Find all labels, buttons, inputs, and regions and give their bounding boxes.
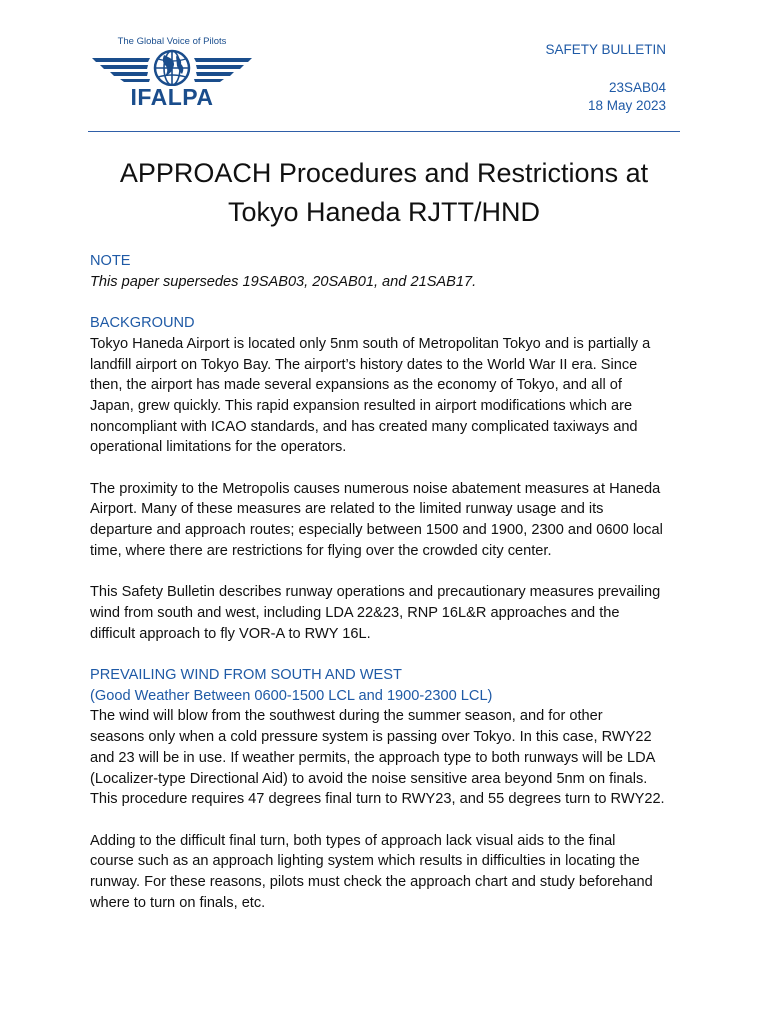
- document-number: 23SAB04: [608, 80, 666, 95]
- text-line: Japan, grew quickly. This rapid expansion resulted in airport modifications which are: [90, 397, 633, 414]
- text-line: Airport. Many of these measures are related to the limited runway usage and its: [90, 501, 604, 518]
- text-line: wind from south and west, including LDA 22&23, RNP 16L&R approaches and the: [90, 604, 620, 621]
- text-line: then, the airport has made several expansions as the economy of Tokyo, and all of: [90, 377, 622, 394]
- text-line: difficult approach to fly VOR-A to RWY 16L.: [90, 625, 371, 642]
- prevailing-paragraph-2: [90, 831, 690, 914]
- title-line-1: APPROACH Procedures and Restrictions at: [119, 158, 649, 188]
- text-line: (Localizer-type Directional Aid) to avoid the noise sensitive area beyond 5nm on finals.: [90, 770, 648, 787]
- title-line-2: Tokyo Haneda RJTT/HND: [227, 197, 541, 227]
- background-paragraph-3: [90, 582, 690, 644]
- document-date: 18 May 2023: [587, 98, 666, 113]
- document-type: SAFETY BULLETIN: [545, 42, 666, 57]
- note-heading: NOTE: [90, 253, 131, 269]
- text-line: course such as an approach lighting system which results in difficulties in locating the: [90, 853, 640, 870]
- text-line: operational limitations for the operators.: [90, 439, 347, 456]
- header-divider: [88, 131, 680, 132]
- text-line: where to turn on finals, etc.: [90, 894, 266, 911]
- document-title: [60, 154, 708, 232]
- text-line: landfill airport on Tokyo Bay. The airport’s history dates to the World War II era. Since: [90, 356, 638, 373]
- text-line: This procedure requires 47 degrees final turn to RWY23, and 55 degrees turn to RWY22.: [90, 791, 665, 808]
- document-body: [90, 251, 690, 913]
- text-line: time, where there are restrictions for flying over the crowded city center.: [90, 542, 552, 559]
- logo-tagline: The Global Voice of Pilots: [117, 36, 227, 47]
- logo-wordmark: IFALPA: [130, 84, 214, 110]
- prevailing-wind-subheading: (Good Weather Between 0600-1500 LCL and 1900-2300 LCL): [90, 687, 493, 704]
- background-paragraph-1: [90, 334, 690, 458]
- ifalpa-logo: [88, 34, 256, 112]
- text-line: Adding to the difficult final turn, both types of approach lack visual aids to the final: [90, 832, 616, 849]
- text-line: Tokyo Haneda Airport is located only 5nm south of Metropolitan Tokyo and is partially a: [90, 335, 651, 352]
- text-line: The wind will blow from the southwest during the summer season, and for other: [90, 708, 603, 725]
- bulletin-info: [545, 41, 666, 115]
- text-line: and 23 will be in use. If weather permits, the approach type to both runways will be LDA: [90, 749, 656, 766]
- prevailing-paragraph-1: [90, 706, 690, 810]
- note-text: This paper supersedes 19SAB03, 20SAB01, and 21SAB17.: [90, 273, 477, 290]
- prevailing-wind-heading: PREVAILING WIND FROM SOUTH AND WEST: [90, 667, 402, 683]
- background-heading: BACKGROUND: [90, 315, 195, 332]
- background-paragraph-2: [90, 479, 690, 562]
- text-line: seasons only when a cold pressure system is passing over Tokyo. In this case, RWY22: [90, 729, 652, 746]
- text-line: This Safety Bulletin describes runway operations and precautionary measures prevailing: [90, 584, 661, 601]
- winged-globe-icon: [88, 46, 256, 86]
- text-line: departure and approach routes; especially between 1500 and 1900, 2300 and 0600 local: [90, 522, 663, 539]
- text-line: noncompliant with ICAO standards, and has created many complicated taxiways and: [90, 418, 638, 435]
- text-line: runway. For these reasons, pilots must check the approach chart and study beforehand: [90, 874, 653, 891]
- text-line: The proximity to the Metropolis causes numerous noise abatement measures at Haneda: [90, 480, 661, 497]
